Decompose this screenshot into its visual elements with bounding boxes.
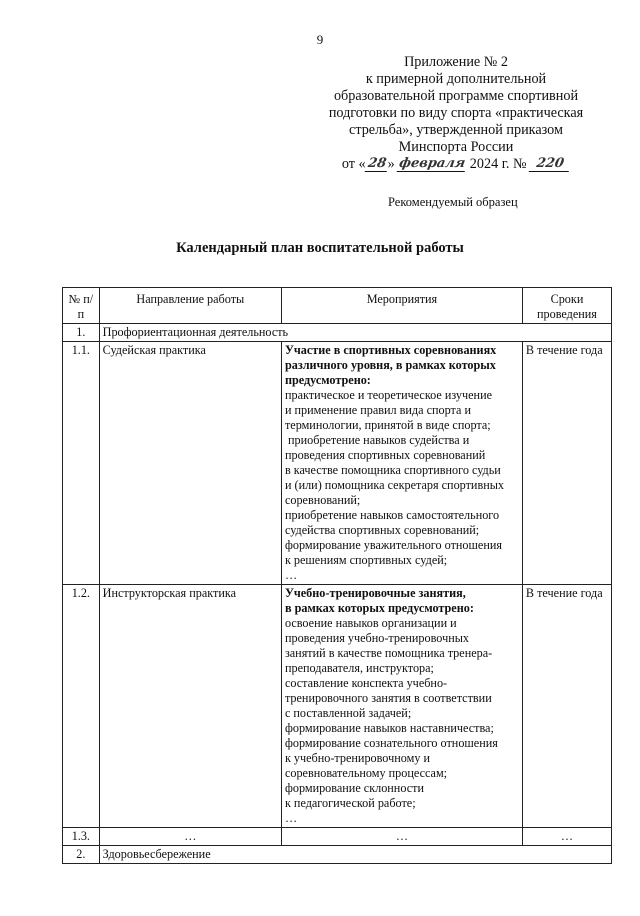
row-direction: … (99, 828, 281, 846)
row-terms: В течение года (522, 585, 611, 828)
row-terms: В течение года (522, 342, 611, 585)
activity-line: к решениям спортивных судей; (284, 553, 448, 567)
order-month-handwritten: февраля (398, 156, 467, 171)
activity-line: тренировочного занятия в соответствии (284, 691, 492, 705)
activity-line: и применение правил вида спорта и (284, 403, 471, 417)
section-num: 1. (63, 324, 100, 342)
appendix-header (300, 54, 612, 173)
header-direction: Направление работы (99, 288, 281, 324)
activity-line: освоение навыков организации и (284, 616, 457, 630)
activity-title-line: Учебно-тренировочные занятия, (284, 586, 466, 600)
activity-title-line: предусмотрено: (284, 373, 371, 387)
row-num: 1.1. (63, 342, 100, 585)
table-row (63, 828, 612, 846)
plan-table (62, 287, 612, 864)
header-terms: Сроки проведения (522, 288, 611, 324)
order-line (300, 156, 612, 173)
activity-title-line: различного уровня, в рамках которых (284, 358, 496, 372)
page-number: 9 (316, 32, 324, 47)
section-row (63, 846, 612, 864)
appendix-line: Минспорта России (398, 139, 514, 155)
activity-line: практическое и теоретическое изучение (284, 388, 493, 402)
activity-line: проведения спортивных соревнований (284, 448, 486, 462)
appendix-line: к примерной дополнительной (365, 71, 547, 87)
activity-line: и (или) помощника секретаря спортивных (284, 478, 505, 492)
activity-line: соревнований; (284, 493, 361, 507)
activity-line: приобретение навыков судейства и (284, 433, 470, 447)
section-num: 2. (63, 846, 100, 864)
order-prefix: от « (341, 156, 366, 172)
activity-title-line: Участие в спортивных соревнованиях (284, 343, 497, 357)
section-title: Профориентационная деятельность (99, 324, 611, 342)
activity-line: формирование уважительного отношения (284, 538, 502, 552)
order-day-handwritten: 28 (364, 157, 389, 172)
activity-line: судейства спортивных соревнований; (284, 523, 480, 537)
activity-line: приобретение навыков самостоятельного (284, 508, 500, 522)
order-year-text: 2024 г. № (469, 156, 527, 172)
activity-line: к учебно-тренировочному и (284, 751, 430, 765)
appendix-line: Приложение № 2 (404, 54, 508, 70)
table-header-row (63, 288, 612, 324)
row-terms: … (522, 828, 611, 846)
activity-line: … (284, 811, 298, 825)
table-row (63, 342, 612, 585)
section-row (63, 324, 612, 342)
activity-line: к педагогической работе; (284, 796, 416, 810)
row-direction: Инструкторская практика (99, 585, 281, 828)
activity-line: занятий в качестве помощника тренера- (284, 646, 493, 660)
appendix-line: подготовки по виду спорта «практическая (328, 105, 584, 121)
activity-line: преподавателя, инструктора; (284, 661, 434, 675)
header-num: № п/п (63, 288, 100, 324)
appendix-line: стрельба», утвержденной приказом (349, 122, 563, 138)
activity-line: в качестве помощника спортивного судьи (284, 463, 501, 477)
sample-note: Рекомендуемый образец (388, 195, 518, 209)
row-activities (281, 342, 522, 585)
row-activities: … (281, 828, 522, 846)
activity-line: формирование сознательного отношения (284, 736, 498, 750)
activity-line: … (284, 568, 298, 582)
table-row (63, 585, 612, 828)
row-direction: Судейская практика (99, 342, 281, 585)
row-num: 1.2. (63, 585, 100, 828)
section-title: Здоровьесбережение (99, 846, 611, 864)
activity-line: терминологии, принятой в виде спорта; (284, 418, 491, 432)
activity-line: соревновательному процессам; (284, 766, 448, 780)
header-activities: Мероприятия (281, 288, 522, 324)
row-activities (281, 585, 522, 828)
row-num: 1.3. (63, 828, 100, 846)
activity-title-line: в рамках которых предусмотрено: (284, 601, 474, 615)
order-number-handwritten: 220 (529, 157, 572, 172)
activity-line: формирование склонности (284, 781, 424, 795)
activity-line: составление конспекта учебно- (284, 676, 448, 690)
activity-line: с поставленной задачей; (284, 706, 412, 720)
plan-title: Календарный план воспитательной работы (176, 240, 464, 256)
appendix-line: образовательной программе спортивной (333, 88, 579, 104)
activity-line: проведения учебно-тренировочных (284, 631, 470, 645)
order-mid: » (387, 156, 395, 172)
activity-line: формирование навыков наставничества; (284, 721, 494, 735)
